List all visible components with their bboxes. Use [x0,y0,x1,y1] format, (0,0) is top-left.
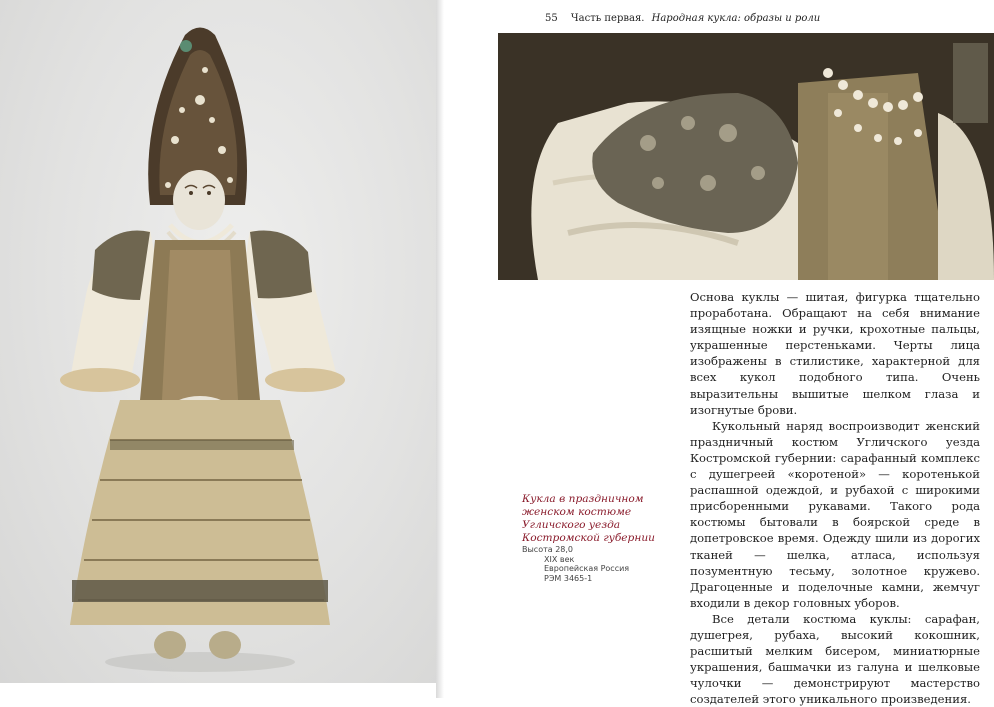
doll-illustration [0,0,436,683]
costume-detail-illustration [498,33,994,280]
caption-height: Высота 28,0 [522,545,574,554]
running-header [545,13,820,24]
costume-detail-photo [498,33,994,280]
page-gutter [436,0,444,698]
page-number: 55 [545,13,558,24]
doll-photo [0,0,436,683]
caption-meta [522,545,662,583]
caption-inventory: РЭМ 3465-1 [544,573,593,583]
header-section: Часть первая. [570,13,645,24]
caption-title: Кукла в праздничном женском костюме Угличского уезда Костромской губернии [522,493,655,544]
paragraph: Кукольный наряд воспроизводит женский праздничный костюм Угличского уезда Костромской губернии: сарафанный комплекс с душегреей «коротеной» — коротенькой распашной одеждой, и рубахой с широкими присборенными рукавами. Такого рода костюмы бытовали в боярской среде в допетровское время. Одежду шили из дорогих тканей — шелка, атласа, используя позументную тесьму, золотное кружево. Драгоценные и поделочные камни, жемчуг входили в декор головных уборов. [690,418,980,610]
body-text [690,289,980,707]
paragraph: Все детали костюма куклы: сарафан, душегрея, рубаха, высокий кокошник, расшитый мелким бисером, миниатюрные украшения, башмачки из галуна и шелковые чулочки — демонстрируют мастерство создателей этого уникального произведения. [690,611,980,707]
caption-region: Европейская Россия [544,564,630,573]
header-title: Народная кукла: образы и роли [651,13,821,24]
photo-caption [522,493,662,583]
paragraph: Основа куклы — шитая, фигурка тщательно проработана. Обращают на себя внимание изящные ножки и ручки, крохотные пальцы, украшенные перстеньками. Черты лица изображены в стилистике, характерной для всех кукол подобного типа. Очень выразительны вышитые шелком глаза и изогнутые брови. [690,290,980,417]
caption-century: XIX век [544,554,575,564]
